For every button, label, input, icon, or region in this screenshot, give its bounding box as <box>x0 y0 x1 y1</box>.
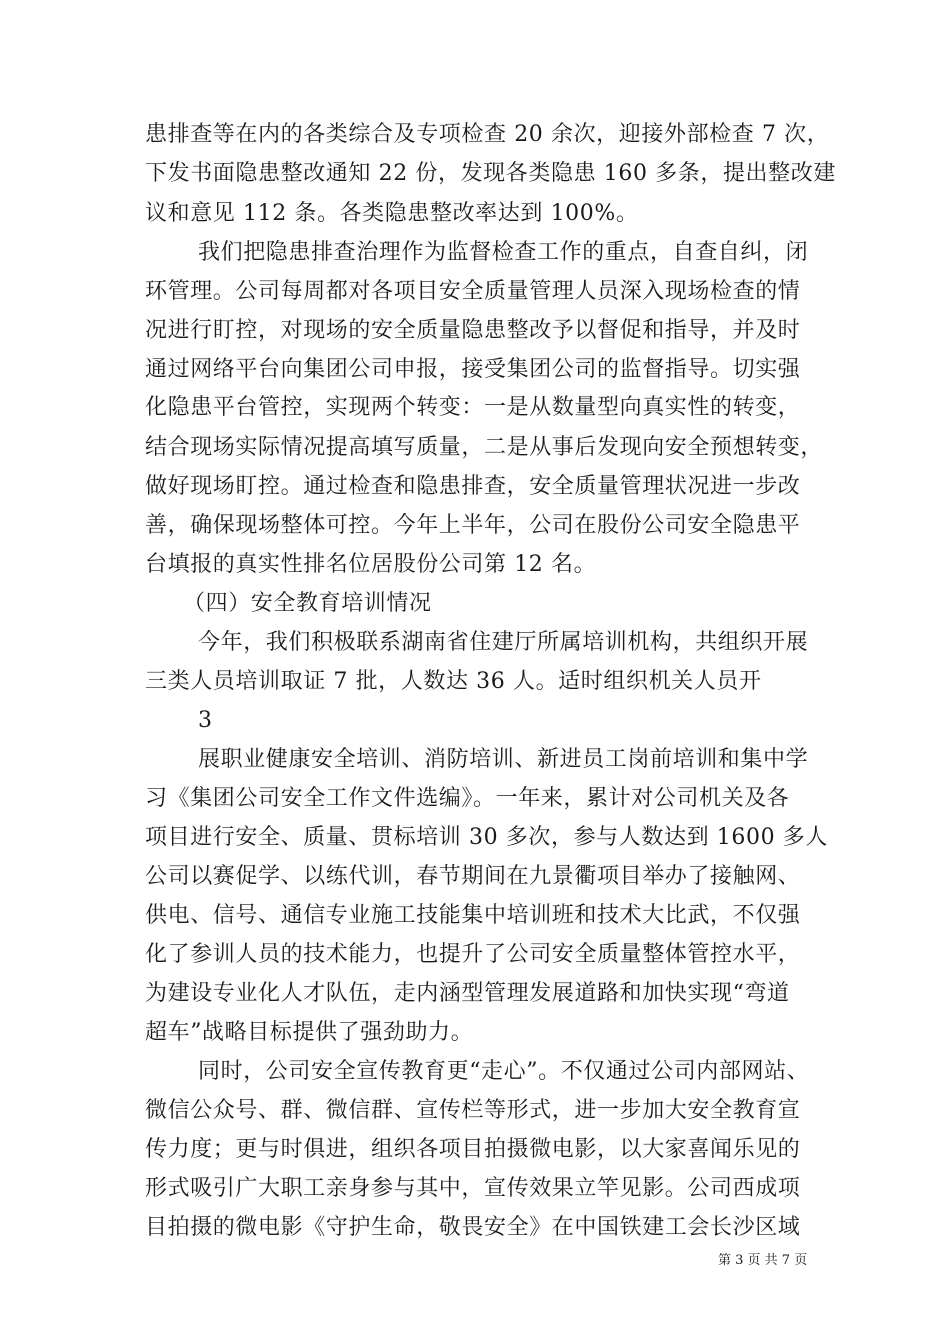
body-text-line: 习《集团公司安全工作文件选编》。一年来，累计对公司机关及各 <box>145 786 790 811</box>
body-text-line: 患排查等在内的各类综合及专项检查 20 余次，迎接外部检查 7 次， <box>145 122 830 147</box>
body-text-line: 化隐患平台管控，实现两个转变：一是从数量型向真实性的转变， <box>145 395 801 420</box>
paragraph-first-line: 今年，我们积极联系湖南省住建厅所属培训机构，共组织开展 <box>198 630 809 655</box>
paragraph-first-line: 同时，公司安全宣传教育更“走心”。不仅通过公司内部网站、 <box>198 1059 810 1084</box>
body-text-line: 结合现场实际情况提高填写质量，二是从事后发现向安全预想转变， <box>145 435 824 460</box>
body-text-line: 环管理。公司每周都对各项目安全质量管理人员深入现场检查的情 <box>145 279 801 304</box>
body-text-line: 形式吸引广大职工亲身参与其中，宣传效果立竿见影。公司西成项 <box>145 1176 801 1201</box>
body-text-line: 超车”战略目标提供了强劲助力。 <box>145 1020 474 1045</box>
page-footer: 第 3 页 共 7 页 <box>718 1253 808 1268</box>
body-text-line: 供电、信号、通信专业施工技能集中培训班和技术大比武，不仅强 <box>145 903 801 928</box>
body-text-line: 况进行盯控，对现场的安全质量隐患整改予以督促和指导，并及时 <box>145 318 801 343</box>
body-text-line: 议和意见 112 条。各类隐患整改率达到 100%。 <box>145 201 639 226</box>
body-text-line: 微信公众号、群、微信群、宣传栏等形式，进一步加大安全教育宣 <box>145 1098 801 1123</box>
body-text-line: 为建设专业化人才队伍，走内涵型管理发展道路和加快实现“弯道 <box>145 981 790 1006</box>
body-text-line: 三类人员培训取证 7 批，人数达 36 人。适时组织机关人员开 <box>145 669 762 694</box>
paragraph-first-line: 我们把隐患排查治理作为监督检查工作的重点，自查自纠，闭 <box>198 240 809 265</box>
body-text-line: 项目进行安全、质量、贯标培训 30 多次，参与人数达到 1600 多人 <box>145 825 828 850</box>
body-text-line: 善，确保现场整体可控。今年上半年，公司在股份公司安全隐患平 <box>145 513 801 538</box>
body-text-line: 化了参训人员的技术能力，也提升了公司安全质量整体管控水平， <box>145 942 801 967</box>
body-text-line: 通过网络平台向集团公司申报，接受集团公司的监督指导。切实强 <box>145 357 801 382</box>
body-text-line: 做好现场盯控。通过检查和隐患排查，安全质量管理状况进一步改 <box>145 474 801 499</box>
paragraph-first-line: 展职业健康安全培训、消防培训、新进员工岗前培训和集中学 <box>198 747 809 772</box>
section-heading: （四）安全教育培训情况 <box>183 591 432 616</box>
body-text-line: 目拍摄的微电影《守护生命，敬畏安全》在中国铁建工会长沙区域 <box>145 1215 801 1240</box>
body-text-line: 台填报的真实性排名位居股份公司第 12 名。 <box>145 552 597 577</box>
inline-page-number: 3 <box>198 708 213 733</box>
body-text-line: 下发书面隐患整改通知 22 份，发现各类隐患 160 多条，提出整改建 <box>145 161 836 186</box>
body-text-line: 公司以赛促学、以练代训，春节期间在九景衢项目举办了接触网、 <box>145 864 801 889</box>
body-text-line: 传力度；更与时俱进，组织各项目拍摄微电影，以大家喜闻乐见的 <box>145 1137 801 1162</box>
